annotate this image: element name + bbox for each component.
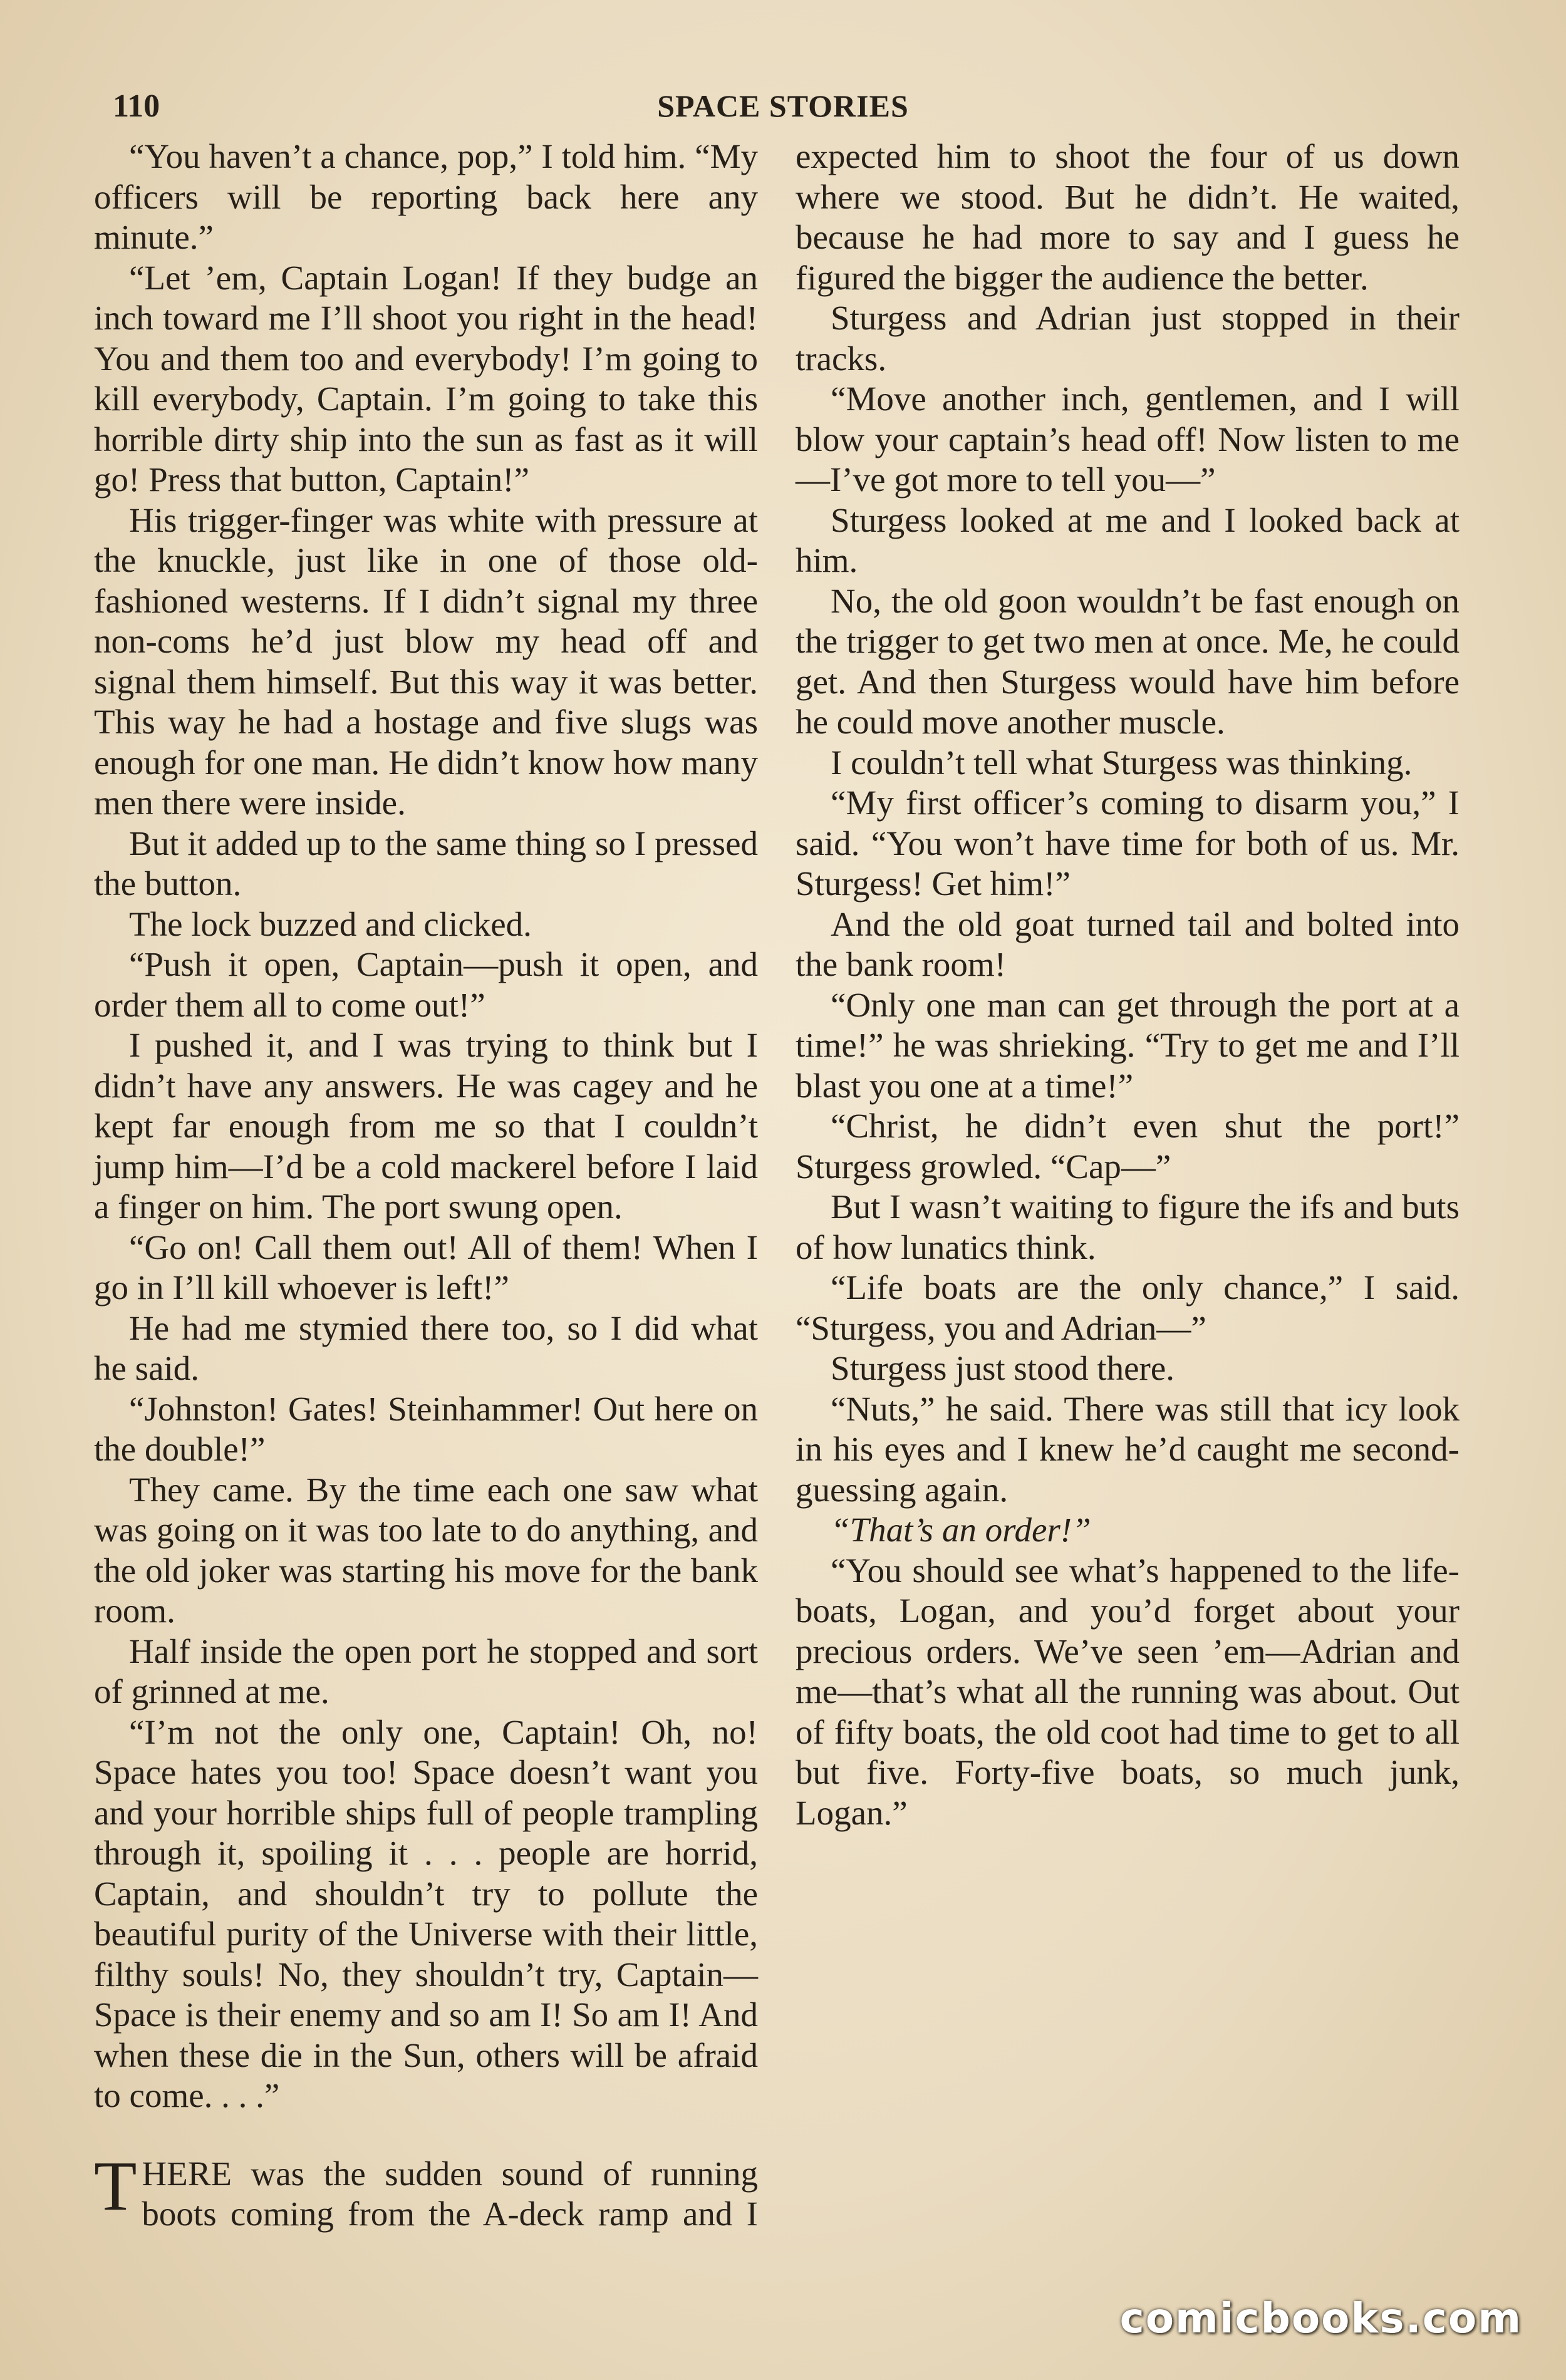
paragraph: “Nuts,” he said. There was still that icy look in his eyes and I knew he’d caught me second-guessing again. xyxy=(796,1389,1460,1509)
paragraph: His trigger-finger was white with pressure at the knuckle, just like in one of those old-fashioned westerns. If I didn’t signal my three non-coms he’d just blow my head off and signal them himself. But this way it was better. This way he had a hostage and five slugs was enough for one man. He didn’t know how many men there were inside. xyxy=(94,500,758,822)
paragraph: They came. By the time each one saw what was going on it was too late to do anything, and the old joker was starting his move for the bank room. xyxy=(94,1470,758,1630)
paragraph: And the old goat turned tail and bolted into the bank room! xyxy=(796,904,1460,983)
paragraph: He had me stymied there too, so I did what he said. xyxy=(94,1308,758,1387)
running-head: SPACE STORIES xyxy=(657,88,909,123)
paragraph: “Only one man can get through the port at a time!” he was shrieking. “Try to get me and I’ll blast you one at a time!” xyxy=(796,985,1460,1105)
source-watermark: comicbooks.com xyxy=(1119,2294,1522,2342)
paragraph: The lock buzzed and clicked. xyxy=(129,904,532,943)
paragraph: I couldn’t tell what Sturgess was thinking. xyxy=(831,743,1413,782)
paragraph: “Push it open, Captain—push it open, and order them all to come out!” xyxy=(94,945,758,1024)
story-text xyxy=(94,137,1460,2267)
paragraph: “I’m not the only one, Captain! Oh, no! Space hates you too! Space doesn’t want you and your horrible ships full of people trampling through it, spoiling it . . . people are horrid, Captain, and shouldn’t try to pollute the beautiful purity of the Universe with their little, filthy souls! No, they shouldn’t try, Captain— Space is their enemy and so am I! So am I! And when these die in the Sun, others will be afraid to come. . . .” xyxy=(94,1712,758,2114)
paragraph: “Let ’em, Captain Logan! If they budge an inch toward me I’ll shoot you right in the head! You and them too and everybody! I’m going to kill everybody, Captain. I’m going to take this horrible dirty ship into the sun as fast as it will go! Press that button, Captain!” xyxy=(94,258,758,499)
paragraph: “You haven’t a chance, pop,” I told him. “My officers will be reporting back here any minute.” xyxy=(94,137,758,256)
drop-cap: T xyxy=(94,2147,137,2225)
paragraph: “Life boats are the only chance,” I said. “Sturgess, you and Adrian—” xyxy=(796,1268,1460,1347)
paragraph: Half inside the open port he stopped and sort of grinned at me. xyxy=(94,1632,758,1710)
paragraph: “Go on! Call them out! All of them! When I go in I’ll kill whoever is left!” xyxy=(94,1228,758,1306)
section-opening-text: HERE was the sudden sound of running boots coming from the A-deck ramp and I expected him to shoot the four of us down where we stood. But he didn’t. He waited, because he had more to say and I guess he figured the bigger the audience the better. xyxy=(142,137,1460,2233)
paragraph: “Christ, he didn’t even shut the port!” Sturgess growled. “Cap—” xyxy=(796,1107,1460,1186)
paragraph: “My first officer’s coming to disarm you,” I said. “You won’t have time for both of us. Mr. Sturgess! Get him!” xyxy=(796,784,1460,903)
paragraph: “Move another inch, gentlemen, and I will blow your captain’s head off! Now listen to me—I’ve got more to tell you—” xyxy=(796,380,1460,499)
paragraph: But I wasn’t waiting to figure the ifs and buts of how lunatics think. xyxy=(796,1187,1460,1266)
paragraph: Sturgess just stood there. xyxy=(831,1349,1174,1387)
paragraph: Sturgess and Adrian just stopped in their tracks. xyxy=(796,299,1460,378)
page-header xyxy=(94,88,1472,132)
paragraph: Sturgess looked at me and I looked back at him. xyxy=(796,500,1460,579)
paragraph: I pushed it, and I was trying to think but I didn’t have any answers. He was cagey and he kept far enough from me so that I couldn’t jump him—I’d be a cold mackerel before I laid a finger on him. The port swung open. xyxy=(94,1026,758,1226)
paragraph: But it added up to the same thing so I pressed the button. xyxy=(94,824,758,903)
paragraph: “Johnston! Gates! Steinhammer! Out here on the double!” xyxy=(94,1389,758,1468)
paragraph: No, the old goon wouldn’t be fast enough on the trigger to get two men at once. Me, he could get. And then Sturgess would have him before he could move another muscle. xyxy=(796,581,1460,741)
paragraph: “You should see what’s happened to the life-boats, Logan, and you’d forget about your precious orders. We’ve seen ’em—Adrian and me—that’s what all the running was about. Out of fifty boats, the old coot had time to get to all but five. Forty-five boats, so much junk, Logan.” xyxy=(796,1551,1460,1832)
page-number: 110 xyxy=(113,88,160,124)
italic-order-line: “That’s an order!” xyxy=(831,1511,1091,1549)
